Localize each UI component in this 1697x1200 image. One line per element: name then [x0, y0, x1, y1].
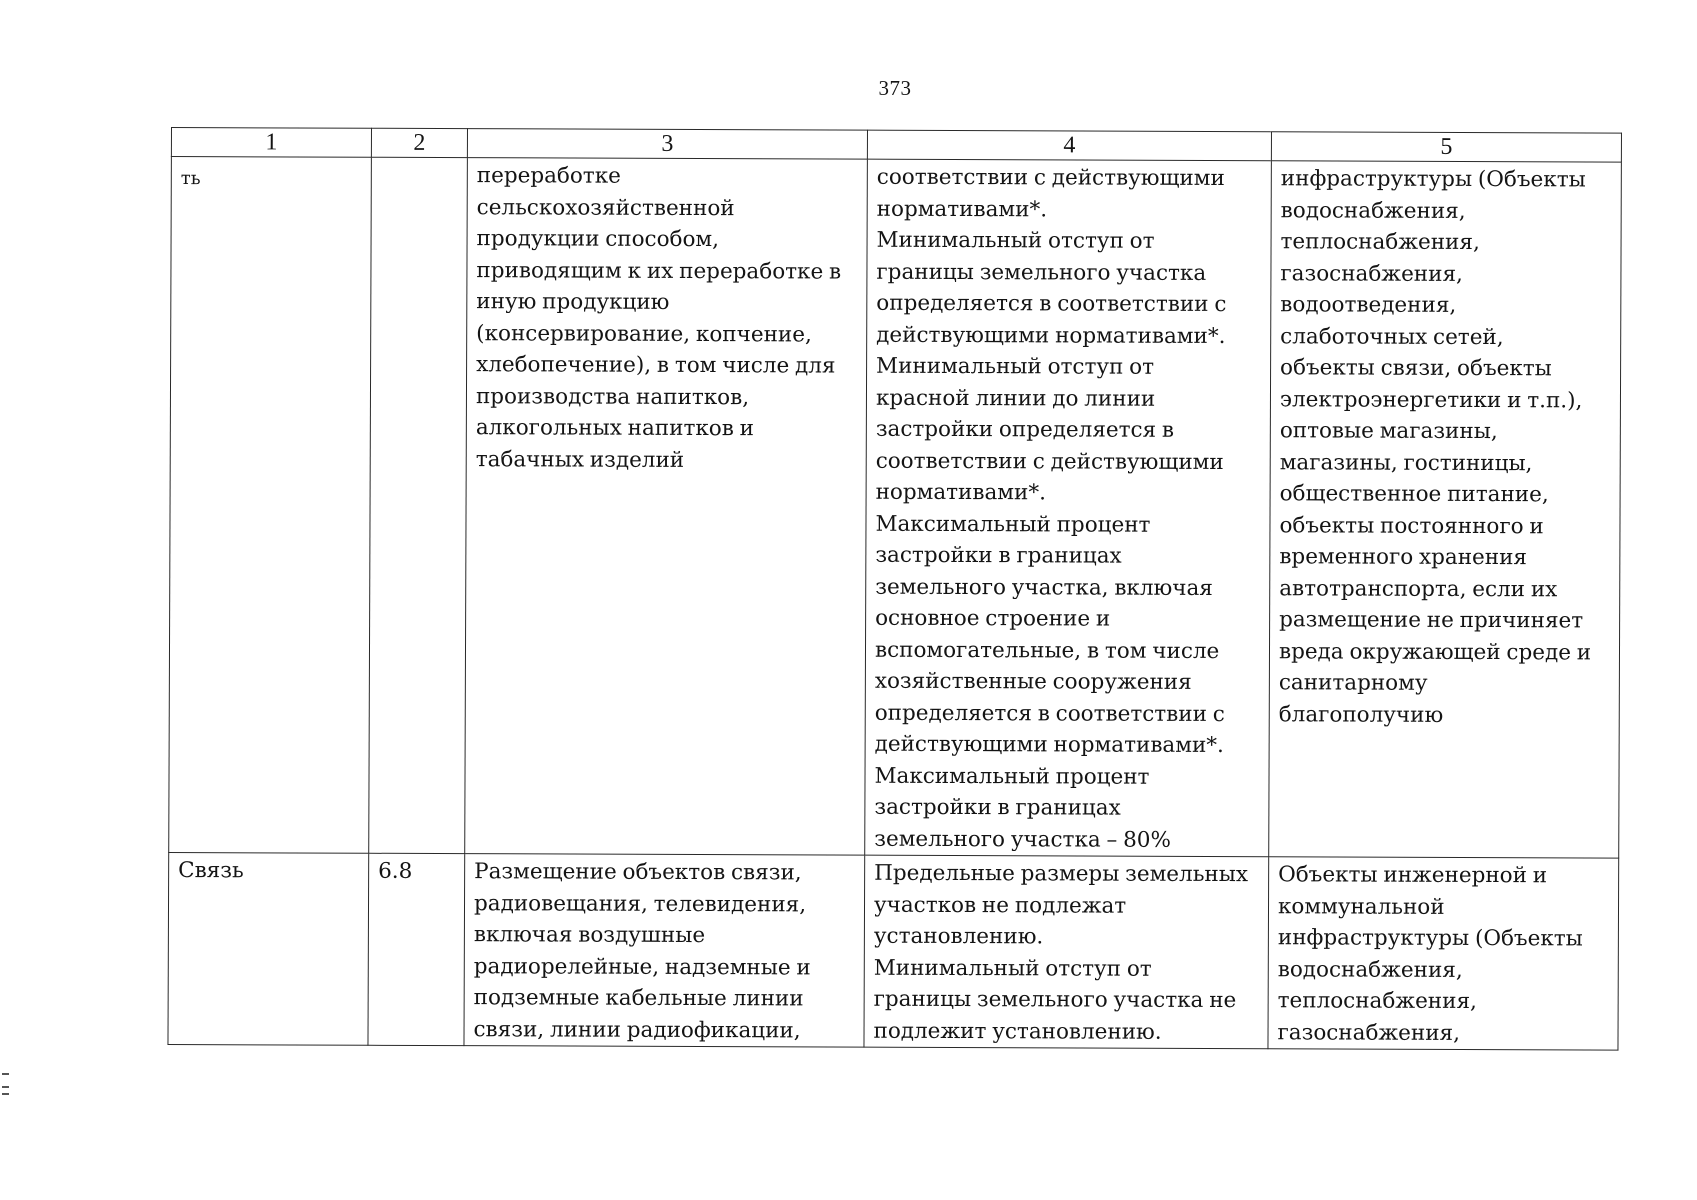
- scan-artifact-mark: [2, 1073, 9, 1075]
- table-row: [168, 852, 1619, 1050]
- use-description-cell: переработке сельскохозяйственной продукции способом, приводящим к их переработке в иную продукцию (консервирование, копчение, хлебопечение), в том числе для производства напитков, алкогольных напитков и табачных изделий: [465, 158, 868, 856]
- column-header-4: 4: [867, 130, 1271, 161]
- parameters-cell: Предельные размеры земельных участков не подлежат установлению. Минимальный отступ от границы земельного участка не подлежит установлению.: [864, 855, 1269, 1049]
- use-description-cell: Размещение объектов связи, радиовещания, телевидения, включая воздушные радиорелейные, надземные и подземные кабельные линии связи, линии радиофикации,: [464, 854, 865, 1048]
- scan-artifact-mark: [2, 1093, 9, 1095]
- use-name-cell: Связь: [168, 852, 369, 1045]
- column-header-3: 3: [467, 129, 867, 160]
- use-name-cell: ть: [169, 157, 372, 854]
- table-row: [169, 157, 1622, 859]
- zoning-table: [167, 127, 1622, 1051]
- scan-artifact-mark: [2, 1086, 9, 1088]
- auxiliary-uses-cell: Объекты инженерной и коммунальной инфраструктуры (Объекты водоснабжения, теплоснабжения, газоснабжения,: [1268, 857, 1619, 1050]
- column-header-5: 5: [1271, 132, 1621, 162]
- use-code-cell: 6.8: [368, 853, 465, 1045]
- column-header-2: 2: [371, 128, 467, 157]
- column-header-1: 1: [171, 128, 371, 158]
- auxiliary-uses-cell: инфраструктуры (Объекты водоснабжения, теплоснабжения, газоснабжения, водоотведения, слаботочных сетей, объекты связи, объекты электроэнергетики и т.п.), оптовые магазины, магазины, гостиницы, общественное питание, объекты постоянного и временного хранения автотранспорта, если их размещение не причиняет вреда окружающей среде и санитарному благополучию: [1269, 161, 1622, 858]
- use-code-cell: [369, 157, 468, 853]
- page-number: 373: [878, 76, 912, 100]
- parameters-cell: соответствии с действующими нормативами*. Минимальный отступ от границы земельного участка определяется в соответствии с действующими нормативами*. Минимальный отступ от красной линии до линии застройки определяется в соответствии с действующими нормативами*. Максимальный процент застройки в границах земельного участка, включая основное строение и вспомогательные, в том числе хозяйственные сооружения определяется в соответствии с действующими нормативами*. Максимальный процент застройки в границах земельного участка – 80%: [865, 159, 1272, 857]
